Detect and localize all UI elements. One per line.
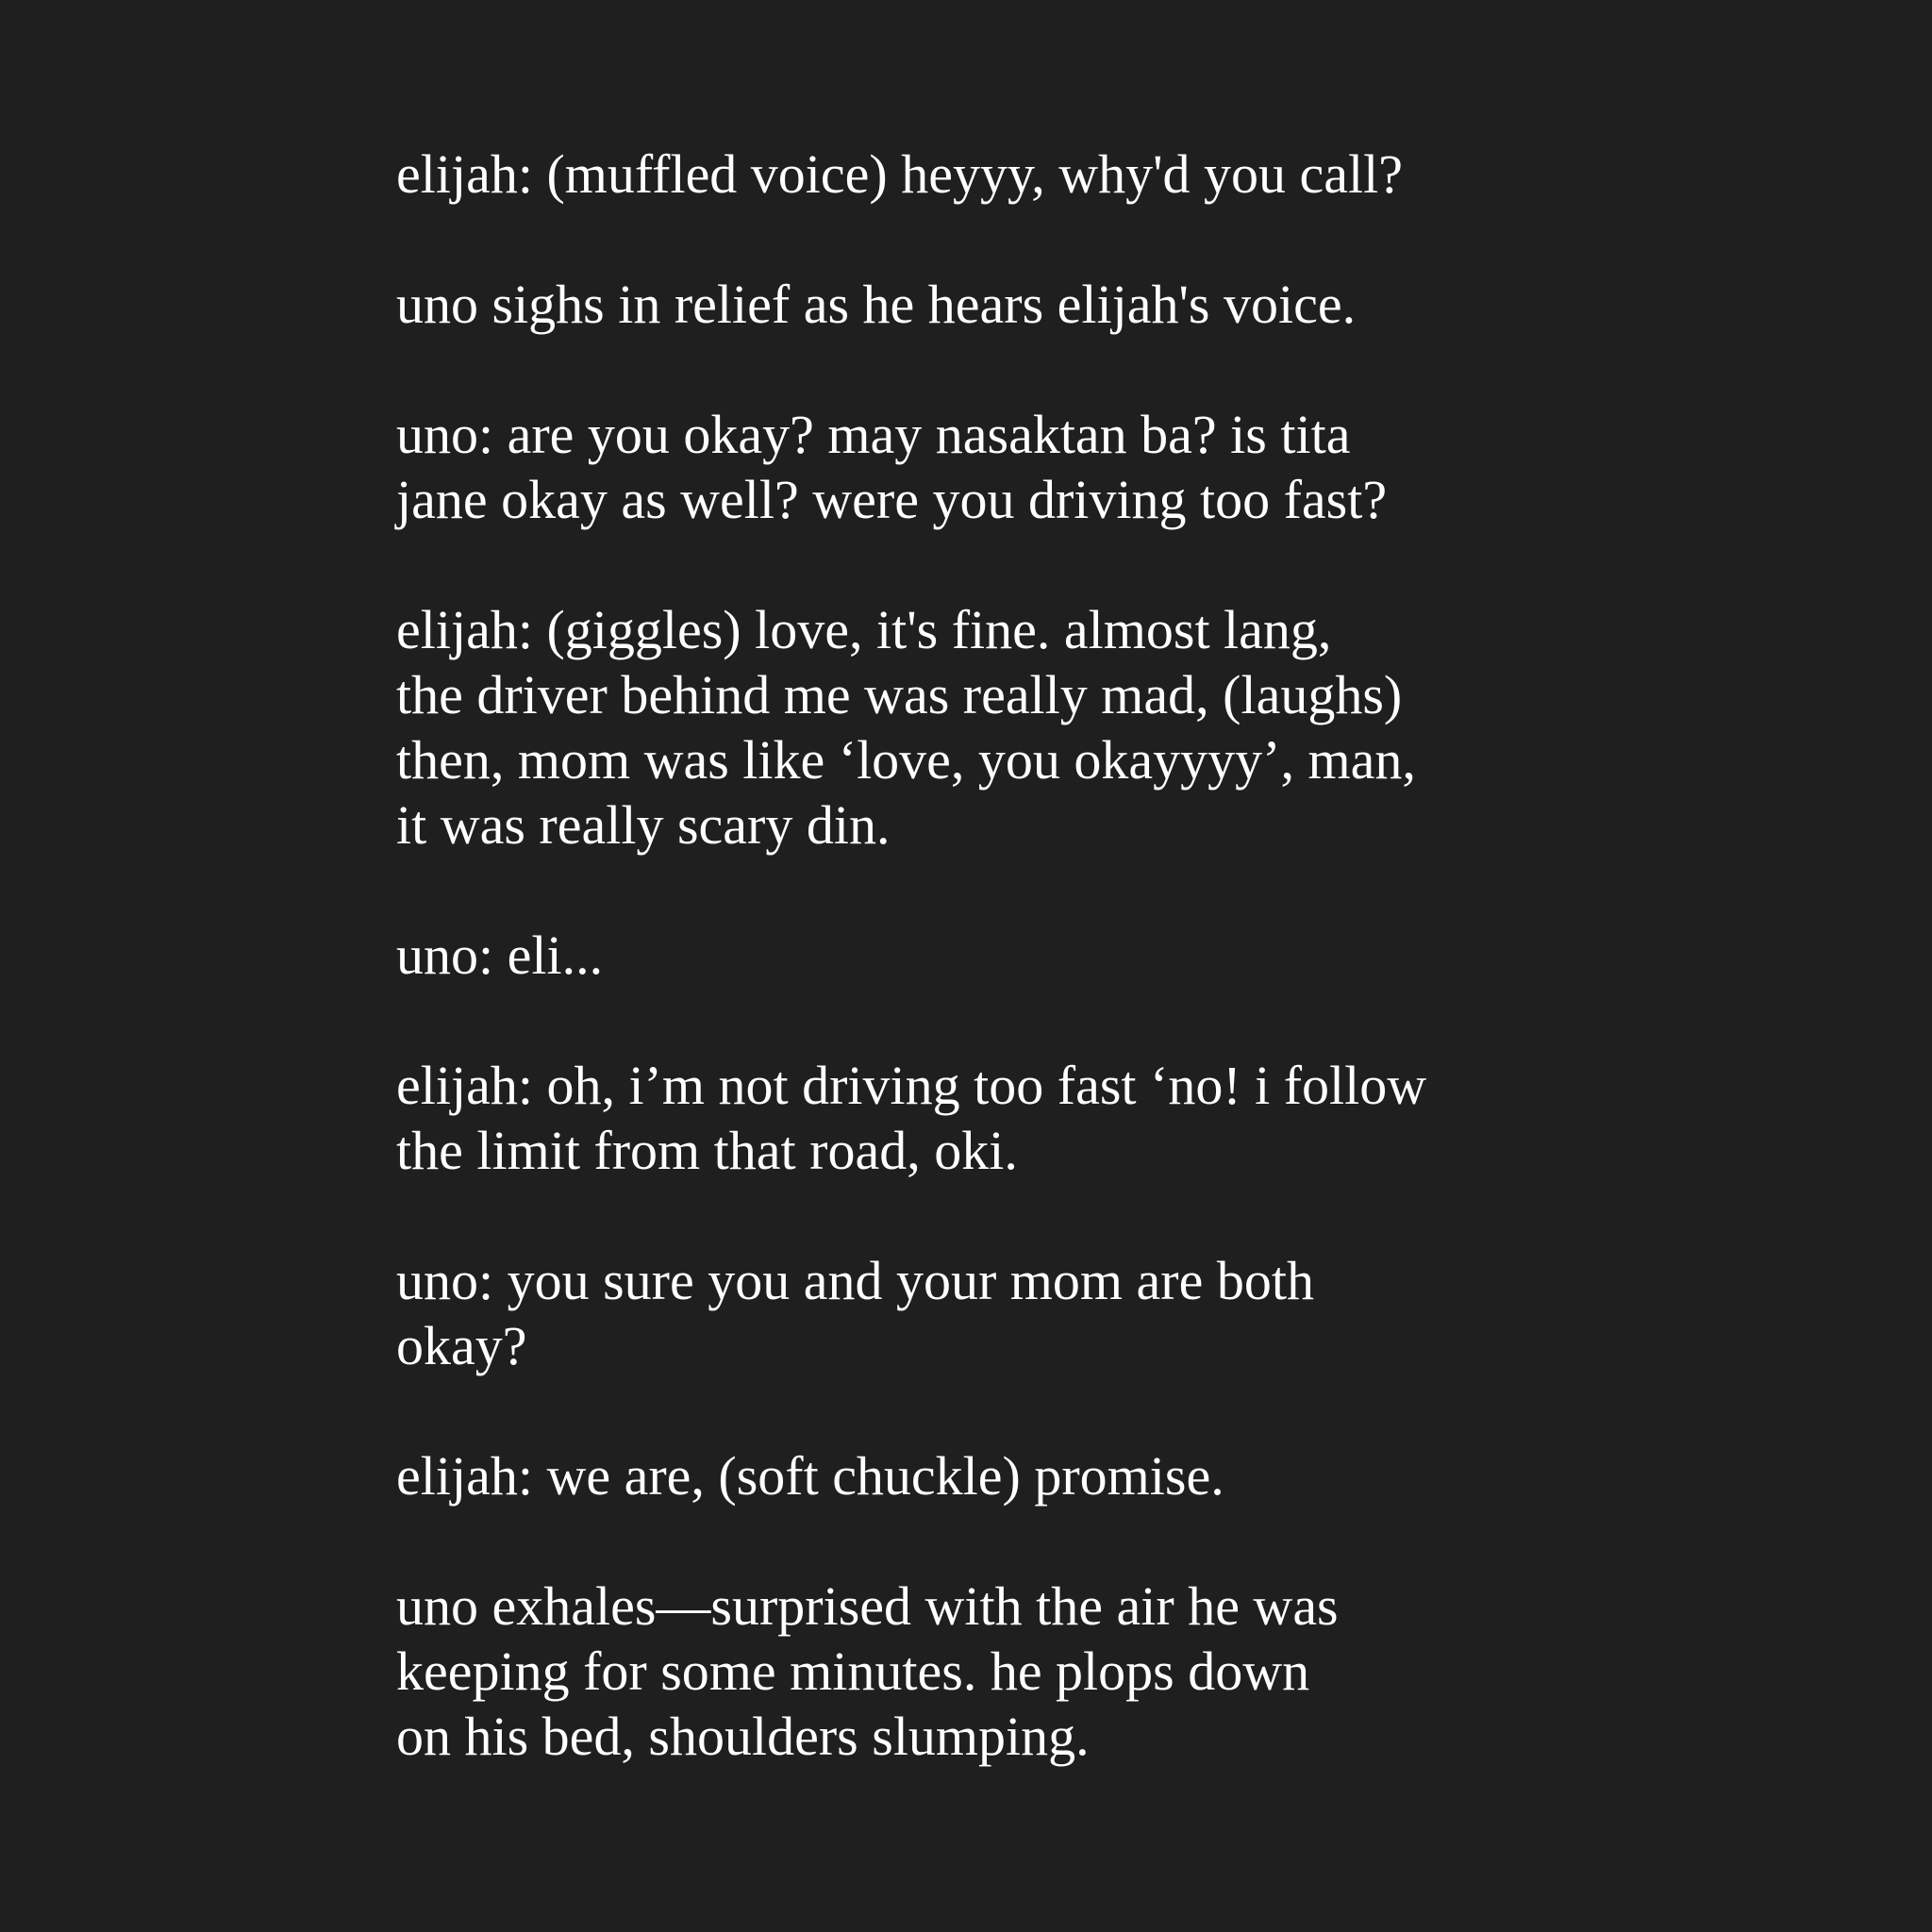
- text-line: it was really scary din.: [396, 794, 891, 856]
- text-line: elijah: (muffled voice) heyyy, why'd you call?: [396, 143, 1403, 205]
- text-line: keeping for some minutes. he plops down: [396, 1641, 1310, 1702]
- text-line: elijah: we are, (soft chuckle) promise.: [396, 1445, 1224, 1507]
- text-line: then, mom was like ‘love, you okayyyy’, man,: [396, 729, 1416, 791]
- paragraph-uno-exhales: [396, 1574, 1623, 1769]
- text-line: okay?: [396, 1315, 527, 1376]
- paragraph-uno-relief: [396, 272, 1623, 337]
- story-text: [396, 142, 1623, 1769]
- text-line: elijah: (giggles) love, it's fine. almost lang,: [396, 599, 1332, 660]
- text-line: the driver behind me was really mad, (laughs): [396, 664, 1403, 725]
- text-line: uno: are you okay? may nasaktan ba? is tita: [396, 404, 1351, 465]
- paragraph-elijah-limit: [396, 1053, 1623, 1183]
- paragraph-uno-questions: [396, 402, 1623, 532]
- paragraph-uno-sure: [396, 1248, 1623, 1378]
- text-line: uno: you sure you and your mom are both: [396, 1250, 1314, 1311]
- text-line: jane okay as well? were you driving too fast?: [396, 469, 1388, 530]
- paragraph-uno-eli: [396, 923, 1623, 988]
- paragraph-elijah-promise: [396, 1443, 1623, 1508]
- text-line: the limit from that road, oki.: [396, 1120, 1018, 1181]
- text-line: uno sighs in relief as he hears elijah's voice.: [396, 274, 1357, 335]
- text-line: uno exhales—surprised with the air he was: [396, 1575, 1339, 1637]
- text-line: on his bed, shoulders slumping.: [396, 1706, 1090, 1767]
- text-line: uno: eli...: [396, 924, 604, 986]
- paragraph-elijah-giggles: [396, 597, 1623, 858]
- paragraph-elijah-call: [396, 142, 1623, 207]
- text-line: elijah: oh, i’m not driving too fast ‘no! i follow: [396, 1055, 1427, 1116]
